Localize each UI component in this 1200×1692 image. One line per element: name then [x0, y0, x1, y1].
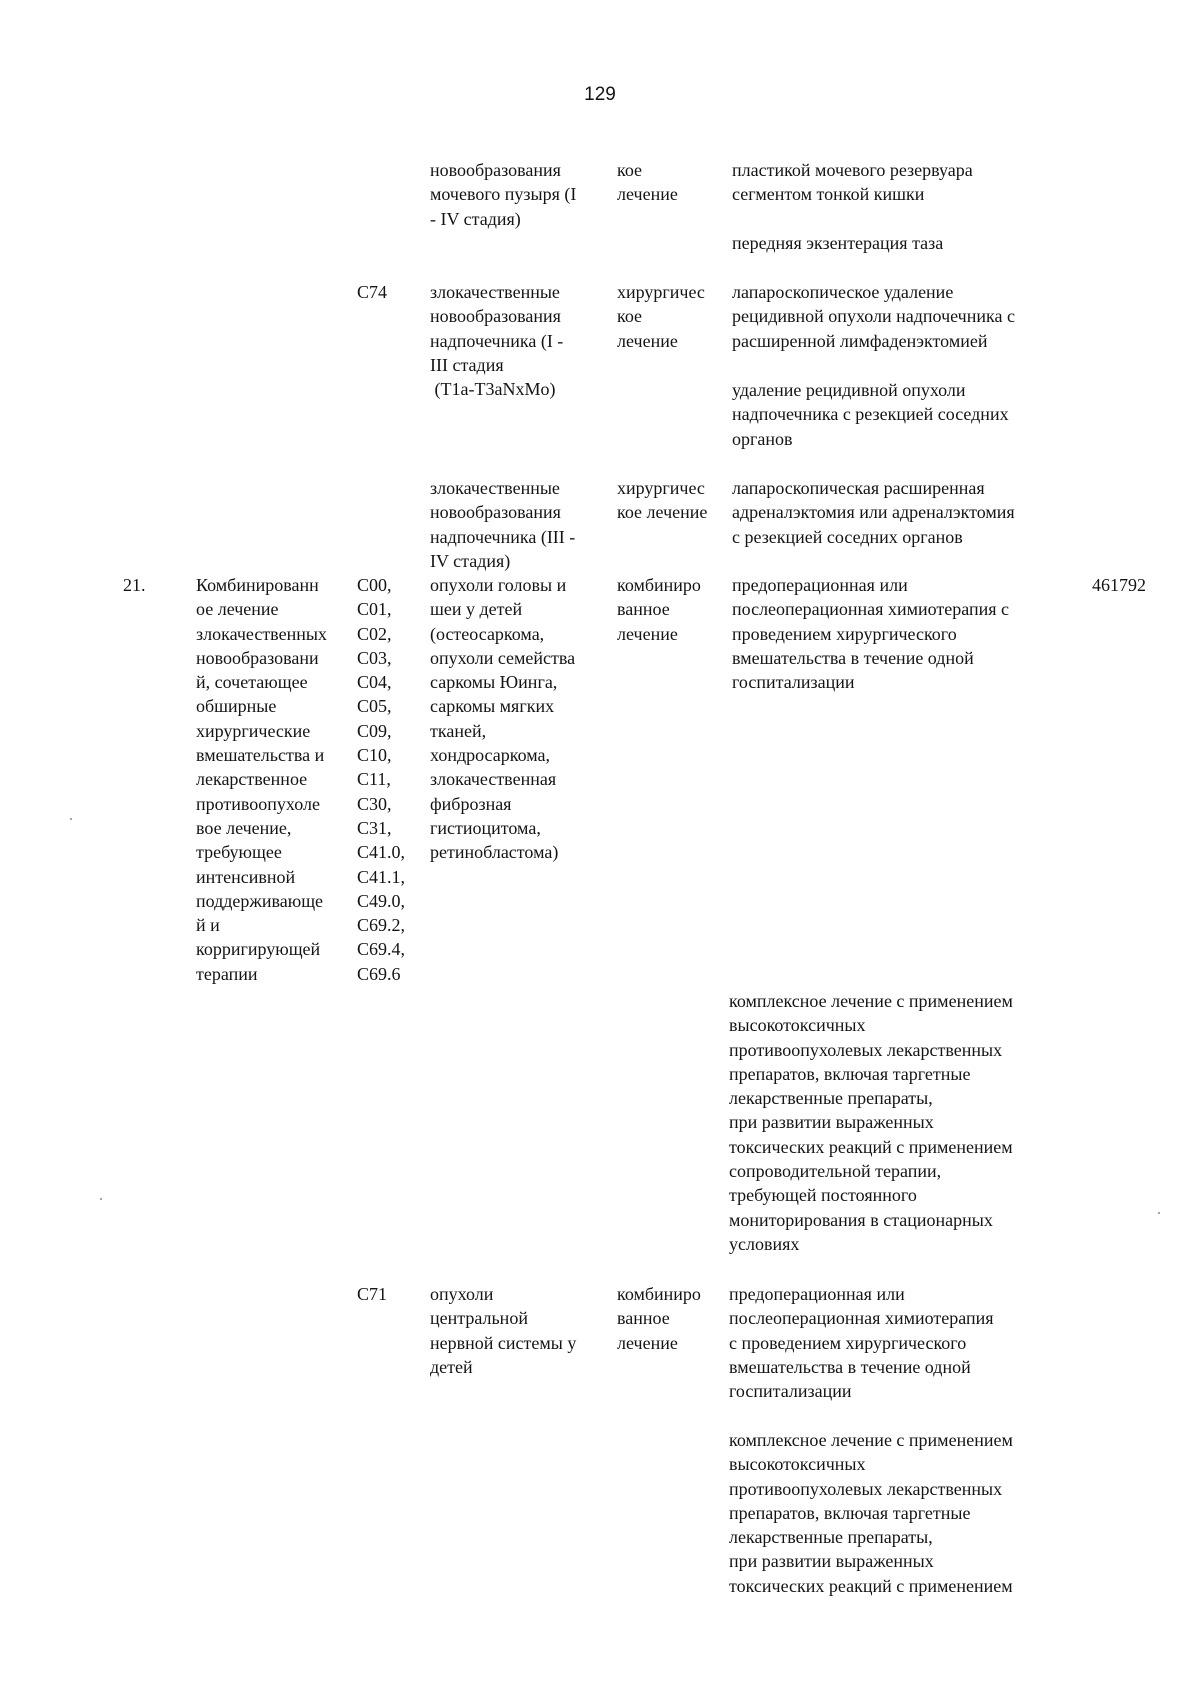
- row-number-21: 21.: [123, 575, 146, 595]
- method-bladder-exenteration: передняя экзентерация таза: [732, 233, 944, 253]
- scan-speck: [100, 1198, 102, 1200]
- diagnosis-bladder: новообразования мочевого пузыря (I - IV стадия): [430, 160, 577, 229]
- diagnosis-adrenal-advanced: злокачественные новообразования надпочечника (III - IV стадия): [430, 478, 576, 571]
- method-adrenalectomy: лапароскопическая расширенная адреналэктомия или адреналэктомия с резекцией соседних органов: [732, 478, 1015, 547]
- scan-speck: [70, 818, 72, 820]
- scan-speck: [1158, 1212, 1160, 1214]
- codes-head-neck: C00, C01, C02, C03, C04, C05, C09, C10, C11, C30, C31, C41.0, C41.1, C49.0, C69.2, C69.4, C69.6: [357, 575, 406, 984]
- code-c74: C74: [357, 282, 388, 302]
- code-c71: C71: [357, 1284, 388, 1304]
- treatment-type-cns: комбиниро ванное лечение: [617, 1284, 701, 1353]
- treatment-type-adrenal-advanced: хирургичес кое лечение: [617, 478, 708, 523]
- page-number: 129: [584, 84, 616, 105]
- diagnosis-head-neck-children: опухоли головы и шеи у детей (остеосаркома, опухоли семейства саркомы Юинга, саркомы мягких тканей, хондросаркома, злокачественная фиброзная гистиоцитома, ретинобластома): [430, 575, 576, 863]
- cost-value: 461792: [1092, 575, 1146, 595]
- diagnosis-adrenal-early: злокачественные новообразования надпочечника (I - III стадия (T1a-T3aNxMo): [430, 282, 564, 400]
- method-head-neck-chemo: предоперационная или послеоперационная химиотерапия с проведением хирургического вмешательства в течение одной госпитализации: [732, 575, 1010, 693]
- treatment-type-adrenal-early: хирургичес кое лечение: [617, 282, 705, 351]
- diagnosis-cns-children: опухоли центральной нервной системы у детей: [430, 1284, 577, 1377]
- treatment-type-head-neck: комбиниро ванное лечение: [617, 575, 701, 644]
- method-adrenal-resection: удаление рецидивной опухоли надпочечника с резекцией соседних органов: [732, 380, 1009, 449]
- treatment-type-bladder: кое лечение: [617, 160, 678, 205]
- method-cns-complex: комплексное лечение с применением высокотоксичных противоопухолевых лекарственных препаратов, включая таргетные лекарственные препараты, при развитии выраженных токсических реакций с применением: [729, 1430, 1013, 1596]
- method-adrenal-laparoscopic: лапароскопическое удаление рецидивной опухоли надпочечника с расширенной лимфаденэктомией: [732, 282, 1015, 351]
- treatment-group-name: Комбинированн ое лечение злокачественных новообразовани й, сочетающее обширные хирургические вмешательства и лекарственное противоопухоле вое лечение, требующее интенсивной поддерживающе й и корригирующей терапии: [196, 575, 327, 984]
- method-head-neck-complex: комплексное лечение с применением высокотоксичных противоопухолевых лекарственных препаратов, включая таргетные лекарственные препараты, при развитии выраженных токсических реакций с применением сопроводительной терапии, требующей постоянного мониторирования в стационарных условиях: [729, 991, 1013, 1254]
- method-bladder-plastic: пластикой мочевого резервуара сегментом тонкой кишки: [732, 160, 973, 205]
- method-cns-chemo: предоперационная или послеоперационная химиотерапия с проведением хирургического вмешательства в течение одной госпитализации: [729, 1284, 994, 1402]
